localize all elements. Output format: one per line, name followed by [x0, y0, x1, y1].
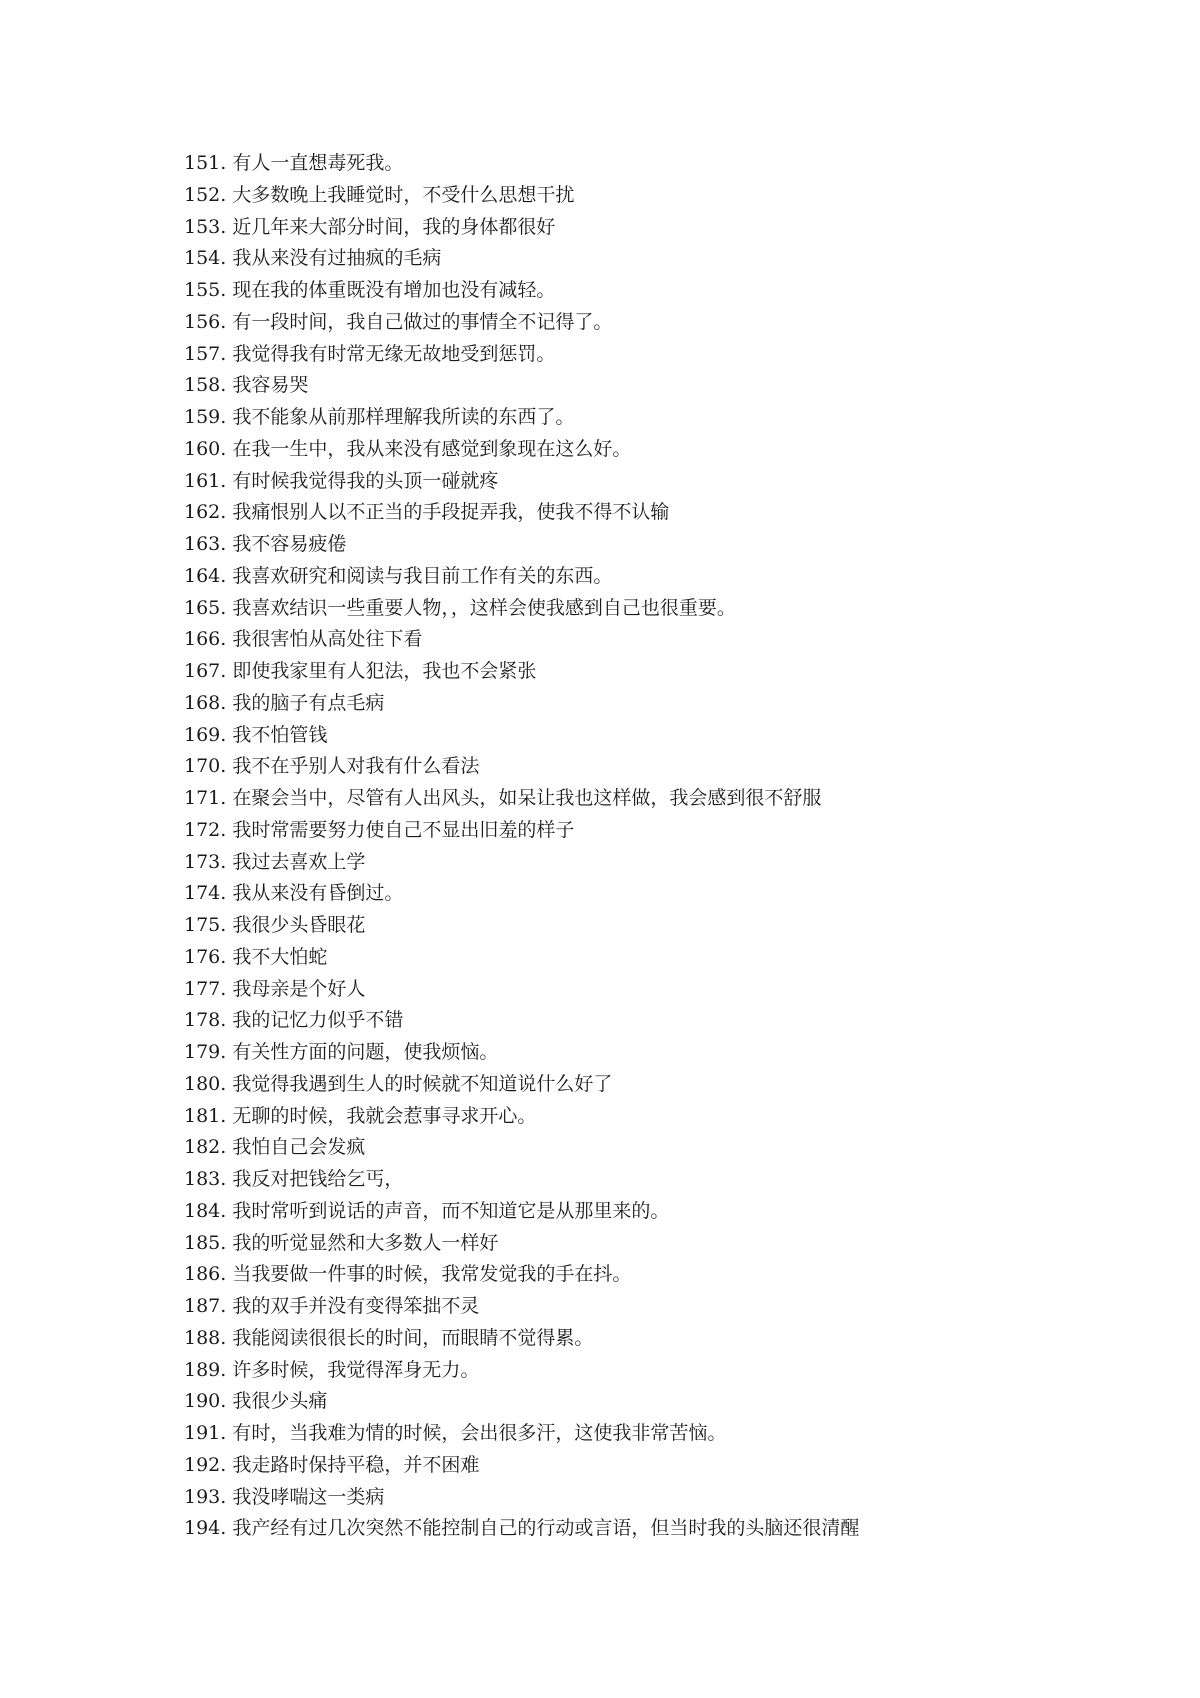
- item-text: 我痛恨别人以不正当的手段捉弄我，使我不得不认输: [232, 501, 670, 524]
- item-number: 171.: [184, 787, 227, 809]
- list-item: [184, 1132, 1144, 1164]
- item-text: 有时候我觉得我的头顶一碰就疼: [232, 469, 499, 492]
- item-number: 157.: [184, 342, 227, 365]
- item-text: 我反对把钱给乞丐，: [232, 1168, 404, 1190]
- list-item: [184, 529, 1144, 561]
- item-number: 185.: [184, 1231, 227, 1254]
- item-text: 我觉得我遇到生人的时候就不知道说什么好了: [232, 1072, 613, 1095]
- list-item: [184, 1069, 1144, 1101]
- item-number: 155.: [184, 279, 227, 301]
- list-item: [184, 243, 1144, 275]
- item-text: 当我要做一件事的时候，我常发觉我的手在抖。: [232, 1263, 632, 1286]
- list-item: [184, 1355, 1144, 1387]
- item-text: 近几年来大部分时间，我的身体都很好: [232, 215, 556, 238]
- item-text: 我不能象从前那样理解我所读的东西了。: [232, 406, 575, 428]
- item-text: 现在我的体重既没有增加也没有减轻。: [232, 279, 556, 301]
- item-text: 即使我家里有人犯法，我也不会紧张: [232, 660, 537, 682]
- item-number: 163.: [184, 533, 227, 555]
- list-item: [184, 847, 1144, 879]
- list-item: [184, 720, 1144, 752]
- item-text: 我没哮喘这一类病: [232, 1485, 385, 1508]
- list-item: [184, 751, 1144, 783]
- item-text: 我过去喜欢上学: [232, 850, 366, 873]
- item-text: 我产经有过几次突然不能控制自己的行动或言语，但当时我的头脑还很清醒: [232, 1517, 860, 1540]
- list-item: [184, 497, 1144, 529]
- item-text: 有关性方面的问题，使我烦恼。: [232, 1041, 499, 1063]
- list-item: [184, 815, 1144, 847]
- item-number: 190.: [184, 1390, 227, 1413]
- item-number: 167.: [184, 660, 227, 682]
- list-item: [184, 307, 1144, 339]
- item-number: 172.: [184, 818, 227, 841]
- list-item: [184, 1005, 1144, 1037]
- item-number: 192.: [184, 1453, 227, 1476]
- item-text: 有人一直想毒死我。: [232, 152, 404, 174]
- list-item: [184, 878, 1144, 910]
- item-number: 169.: [184, 723, 227, 746]
- list-item: [184, 656, 1144, 688]
- item-number: 180.: [184, 1072, 227, 1095]
- item-number: 176.: [184, 945, 227, 968]
- list-item: [184, 1228, 1144, 1260]
- item-number: 189.: [184, 1358, 227, 1381]
- item-text: 我的双手并没有变得笨拙不灵: [232, 1295, 480, 1317]
- item-text: 我容易哭: [232, 374, 309, 397]
- list-item: [184, 942, 1144, 974]
- item-number: 184.: [184, 1199, 227, 1222]
- item-text: 我的听觉显然和大多数人一样好: [232, 1231, 499, 1254]
- item-text: 我不怕管钱: [232, 723, 328, 746]
- list-item: [184, 783, 1144, 815]
- item-number: 173.: [184, 850, 227, 873]
- item-number: 187.: [184, 1295, 227, 1317]
- item-text: 有一段时间，我自己做过的事情全不记得了。: [232, 310, 613, 333]
- list-item: [184, 593, 1144, 625]
- item-number: 153.: [184, 215, 227, 238]
- item-text: 我母亲是个好人: [232, 977, 366, 1000]
- item-text: 我时常需要努力使自己不显出旧羞的样子: [232, 818, 575, 841]
- list-item: [184, 434, 1144, 466]
- item-text: 我不在乎别人对我有什么看法: [232, 755, 480, 778]
- item-text: 我喜欢结识一些重要人物，，这样会使我感到自己也很重要。: [232, 596, 736, 619]
- item-number: 174.: [184, 882, 227, 905]
- item-text: 在聚会当中，尽管有人出风头，如呆让我也这样做，我会感到很不舒服: [232, 787, 822, 809]
- item-number: 193.: [184, 1485, 227, 1508]
- item-text: 我怕自己会发疯: [232, 1136, 366, 1159]
- item-text: 在我一生中，我从来没有感觉到象现在这么好。: [232, 437, 632, 460]
- item-number: 161.: [184, 469, 227, 492]
- item-text: 我很害怕从高处往下看: [232, 628, 423, 651]
- list-item: [184, 466, 1144, 498]
- item-number: 159.: [184, 406, 227, 428]
- list-item: [184, 1164, 1144, 1196]
- item-number: 181.: [184, 1104, 227, 1127]
- item-number: 194.: [184, 1517, 227, 1540]
- item-number: 162.: [184, 501, 227, 524]
- item-number: 178.: [184, 1009, 227, 1032]
- item-text: 我不容易疲倦: [232, 533, 347, 555]
- item-number: 186.: [184, 1263, 227, 1286]
- item-text: 我很少头昏眼花: [232, 914, 366, 936]
- list-item: [184, 624, 1144, 656]
- list-item: [184, 180, 1144, 212]
- item-text: 我从来没有昏倒过。: [232, 882, 404, 905]
- item-number: 168.: [184, 691, 227, 714]
- item-text: 我走路时保持平稳，并不困难: [232, 1453, 480, 1476]
- list-item: [184, 1513, 1144, 1545]
- item-number: 151.: [184, 152, 227, 174]
- item-number: 154.: [184, 247, 227, 270]
- item-number: 175.: [184, 914, 227, 936]
- list-item: [184, 1196, 1144, 1228]
- question-list: [184, 148, 1144, 1545]
- item-number: 188.: [184, 1326, 227, 1349]
- list-item: [184, 1323, 1144, 1355]
- list-item: [184, 402, 1144, 434]
- item-number: 165.: [184, 596, 227, 619]
- item-number: 191.: [184, 1422, 227, 1444]
- list-item: [184, 339, 1144, 371]
- item-text: 我觉得我有时常无缘无故地受到惩罚。: [232, 342, 556, 365]
- item-text: 我不大怕蛇: [232, 945, 328, 968]
- item-number: 160.: [184, 437, 227, 460]
- list-item: [184, 370, 1144, 402]
- list-item: [184, 1291, 1144, 1323]
- list-item: [184, 1101, 1144, 1133]
- item-number: 170.: [184, 755, 227, 778]
- list-item: [184, 561, 1144, 593]
- item-text: 有时，当我难为情的时候，会出很多汗，这使我非常苦恼。: [232, 1422, 727, 1444]
- item-number: 177.: [184, 977, 227, 1000]
- item-text: 我能阅读很很长的时间，而眼睛不觉得累。: [232, 1326, 594, 1349]
- item-text: 大多数晚上我睡觉时，不受什么思想干扰: [232, 183, 575, 206]
- item-text: 我从来没有过抽疯的毛病: [232, 247, 442, 270]
- list-item: [184, 910, 1144, 942]
- item-text: 许多时候，我觉得浑身无力。: [232, 1358, 480, 1381]
- item-number: 158.: [184, 374, 227, 397]
- item-number: 156.: [184, 310, 227, 333]
- item-number: 183.: [184, 1168, 227, 1190]
- item-number: 152.: [184, 183, 227, 206]
- item-number: 164.: [184, 564, 227, 587]
- list-item: [184, 1386, 1144, 1418]
- item-text: 无聊的时候，我就会惹事寻求开心。: [232, 1104, 537, 1127]
- list-item: [184, 148, 1144, 180]
- list-item: [184, 688, 1144, 720]
- item-text: 我喜欢研究和阅读与我目前工作有关的东西。: [232, 564, 613, 587]
- item-number: 179.: [184, 1041, 227, 1063]
- item-number: 166.: [184, 628, 227, 651]
- list-item: [184, 1037, 1144, 1069]
- item-text: 我的脑子有点毛病: [232, 691, 385, 714]
- item-text: 我的记忆力似乎不错: [232, 1009, 404, 1032]
- list-item: [184, 1450, 1144, 1482]
- item-text: 我很少头痛: [232, 1390, 328, 1413]
- list-item: [184, 275, 1144, 307]
- list-item: [184, 1418, 1144, 1450]
- item-text: 我时常听到说话的声音，而不知道它是从那里来的。: [232, 1199, 670, 1222]
- list-item: [184, 1482, 1144, 1514]
- list-item: [184, 974, 1144, 1006]
- list-item: [184, 212, 1144, 244]
- item-number: 182.: [184, 1136, 227, 1159]
- list-item: [184, 1259, 1144, 1291]
